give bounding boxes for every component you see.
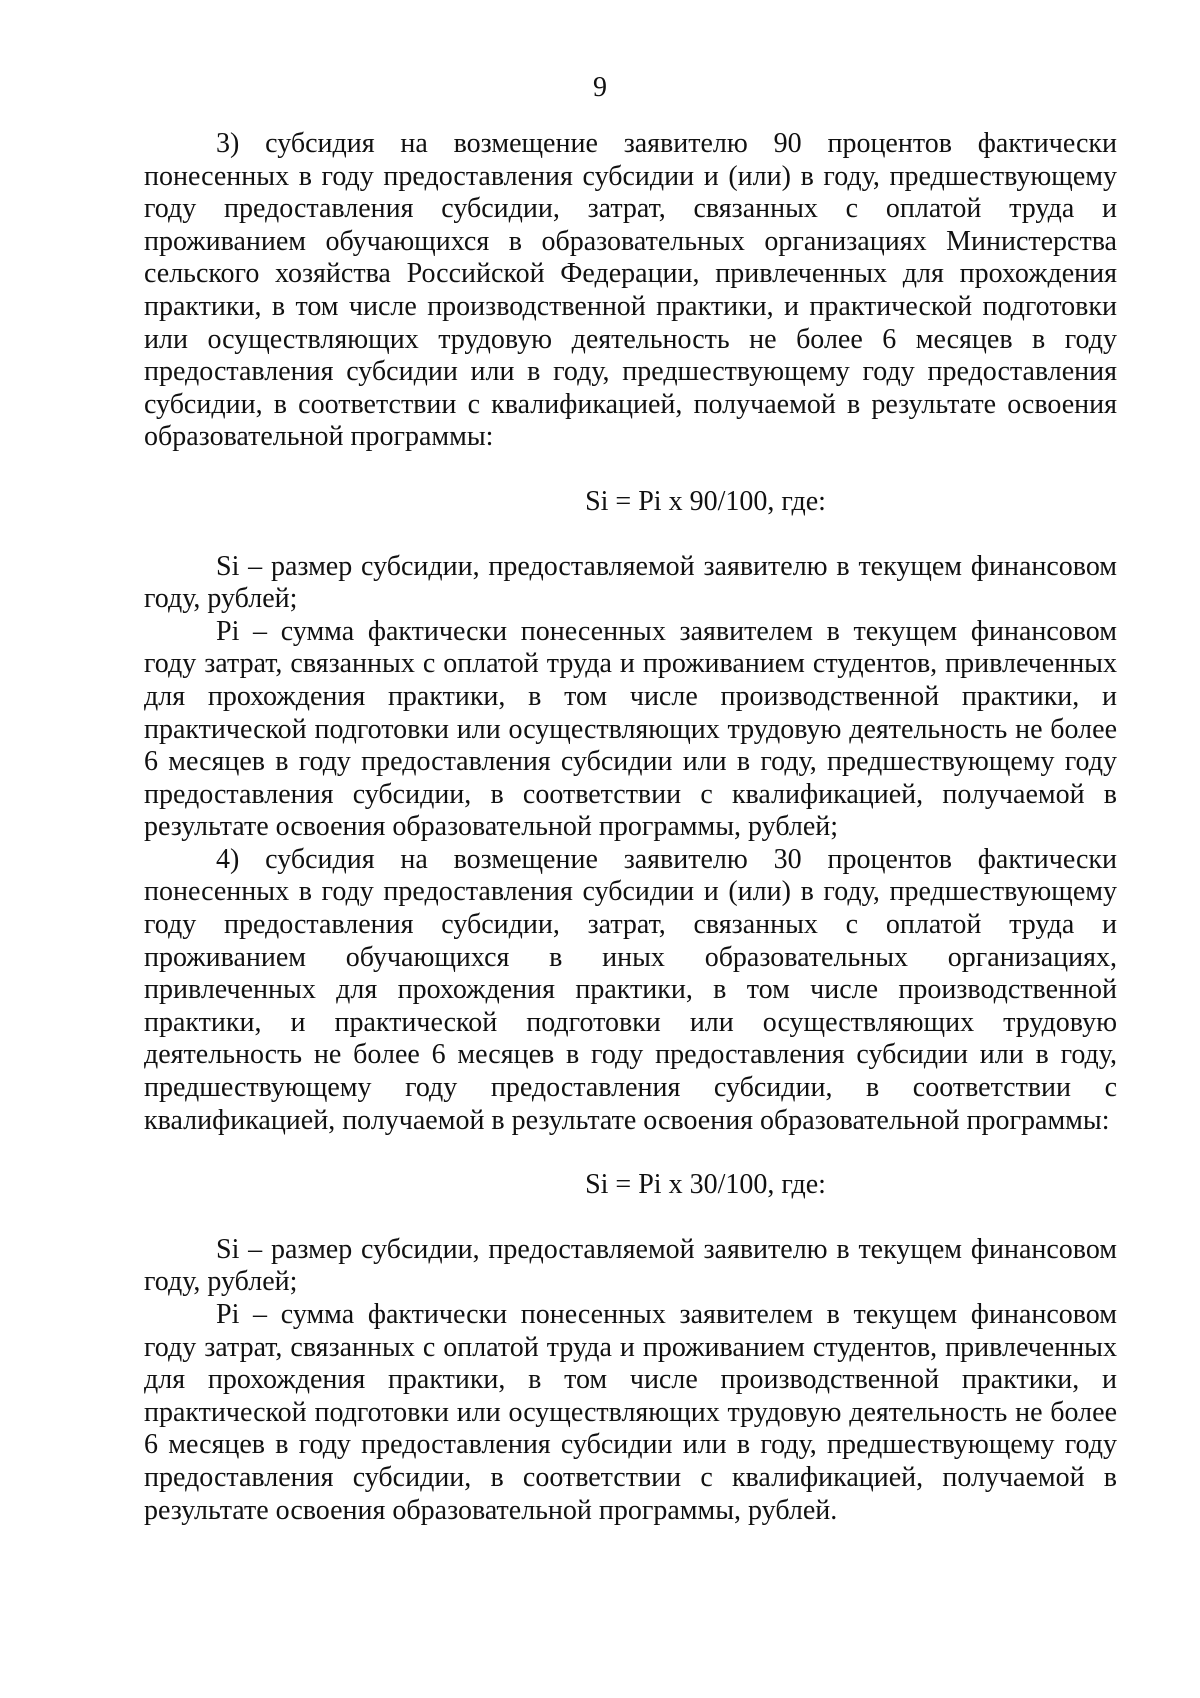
spacer — [144, 1137, 1117, 1169]
definition-si-2: Si – размер субсидии, предоставляемой заявителю в текущем финансовом году, рублей; — [144, 1233, 1117, 1298]
formula-90: Si = Pi x 90/100, где: — [585, 485, 826, 517]
definition-pi-1: Pi – сумма фактически понесенных заявителем в текущем финансовом году затрат, связанных с оплатой труда и проживанием студентов, привлеченных для прохождения практики, в том числе производственной практики, и практической подготовки или осуществляющих трудовую деятельность не более 6 месяцев в году предоставления субсидии или в году, предшествующему году предоставления субсидии, в соответствии с квалификацией, получаемой в результате освоения образовательной программы, рублей; — [144, 615, 1117, 843]
formula-30: Si = Pi x 30/100, где: — [585, 1169, 826, 1201]
paragraph-item-4: 4) субсидия на возмещение заявителю 30 процентов фактически понесенных в году предоставления субсидии и (или) в году, предшествующему году предоставления субсидии, затрат, связанных с оплатой труда и проживанием обучающихся в иных образовательных организациях, привлеченных для прохождения практики, в том числе производственной практики, и практической подготовки или осуществляющих трудовую деятельность не более 6 месяцев в году предоставления субсидии или в году, предшествующему году предоставления субсидии, в соответствии с квалификацией, получаемой в результате освоения образовательной программы: — [144, 843, 1117, 1136]
page-number: 9 — [593, 72, 607, 103]
paragraph-item-3: 3) субсидия на возмещение заявителю 90 процентов фактически понесенных в году предоставления субсидии и (или) в году, предшествующему году предоставления субсидии, затрат, связанных с оплатой труда и проживанием обучающихся в образовательных организациях Министерства сельского хозяйства Российской Федерации, привлеченных для прохождения практики, в том числе производственной практики, и практической подготовки или осуществляющих трудовую деятельность не более 6 месяцев в году предоставления субсидии или в году, предшествующему году предоставления субсидии, в соответствии с квалификацией, получаемой в результате освоения образовательной программы: — [144, 128, 1117, 453]
spacer — [144, 1202, 1117, 1234]
spacer — [144, 519, 1117, 551]
definition-si-1: Si – размер субсидии, предоставляемой заявителю в текущем финансовом году, рублей; — [144, 550, 1117, 615]
definition-pi-2: Pi – сумма фактически понесенных заявителем в текущем финансовом году затрат, связанных с оплатой труда и проживанием студентов, привлеченных для прохождения практики, в том числе производственной практики, и практической подготовки или осуществляющих трудовую деятельность не более 6 месяцев в году предоставления субсидии или в году, предшествующему году предоставления субсидии, в соответствии с квалификацией, получаемой в результате освоения образовательной программы, рублей. — [144, 1299, 1117, 1526]
spacer — [144, 454, 1117, 486]
document-body — [144, 128, 1117, 1527]
